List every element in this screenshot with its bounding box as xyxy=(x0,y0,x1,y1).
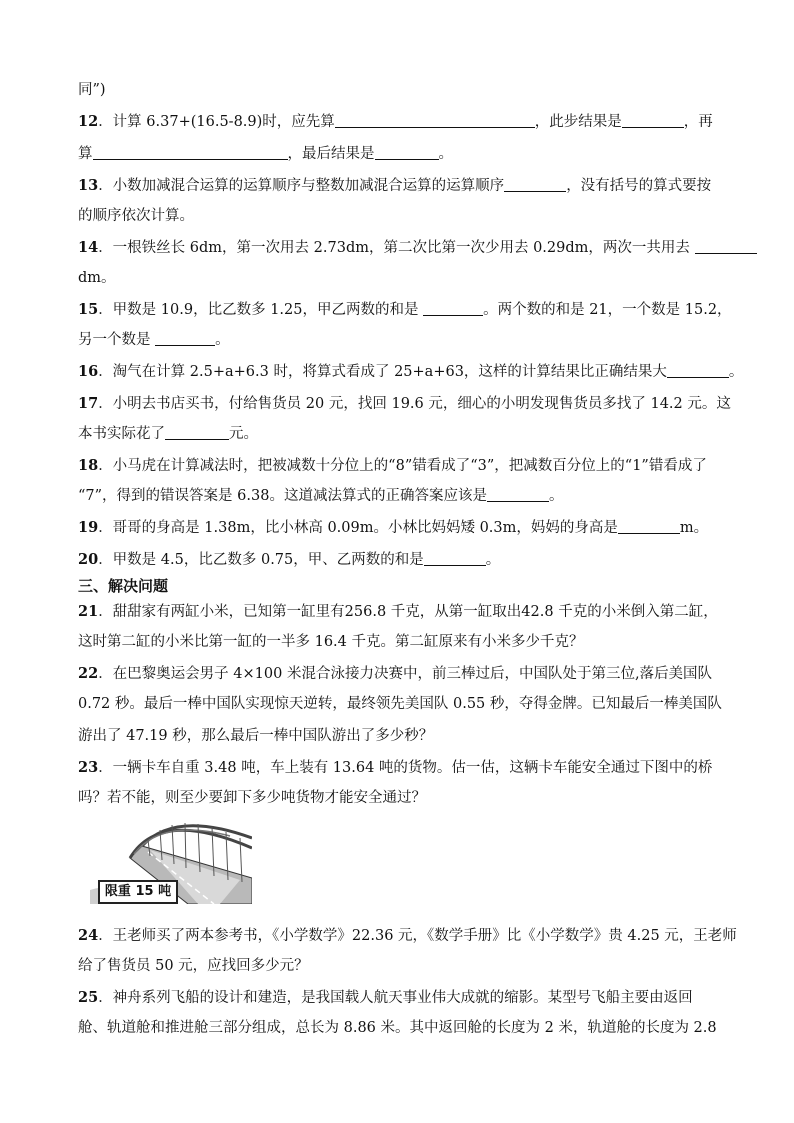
question-23: 23．一辆卡车自重 3.48 吨，车上装有 13.64 吨的货物。估一估，这辆卡车能安全通过下图中的桥 xyxy=(78,759,713,776)
question-23-cont: 吗？若不能，则至少要卸下多少吨货物才能安全通过？ xyxy=(78,790,426,806)
question-21-cont: 这时第二缸的小米比第一缸的一半多 16.4 千克。第二缸原来有小米多少千克？ xyxy=(78,634,584,650)
answer-blank[interactable] xyxy=(424,550,486,566)
answer-blank[interactable] xyxy=(335,112,535,128)
question-24: 24．王老师买了两本参考书，《小学数学》22.36 元，《数学手册》比《小学数学》贵 4.25 元，王老师 xyxy=(78,927,737,944)
question-14-cont: dm。 xyxy=(78,270,116,286)
question-15: 15．甲数是 10.9，比乙数多 1.25，甲乙两数的和是 。两个数的和是 21，一个数是 15.2， xyxy=(78,301,732,318)
question-15-cont: 另一个数是 。 xyxy=(78,332,230,348)
question-21: 21．甜甜家有两缸小米，已知第一缸里有256.8 千克，从第一缸取出42.8 千克的小米倒入第二缸， xyxy=(78,603,718,620)
question-16: 16．淘气在计算 2.5+a+6.3 时，将算式看成了 25+a+63，这样的计算结果比正确结果大 。 xyxy=(78,363,744,380)
question-13-cont: 的顺序依次计算。 xyxy=(78,208,194,224)
question-18-cont: “7”，得到的错误答案是 6.38。这道减法算式的正确答案应该是 。 xyxy=(78,488,564,504)
question-17-cont: 本书实际花了 元。 xyxy=(78,426,258,442)
question-22-cont: 0.72 秒。最后一棒中国队实现惊天逆转，最终领先美国队 0.55 秒，夺得金牌。已知最后一棒美国队 xyxy=(78,696,722,712)
question-22: 22．在巴黎奥运会男子 4×100 米混合泳接力决赛中，前三棒过后，中国队处于第三位,落后美国队 xyxy=(78,665,713,682)
section-heading: 三、解决问题 xyxy=(78,577,169,595)
answer-blank[interactable] xyxy=(667,362,729,378)
answer-blank[interactable] xyxy=(423,300,483,316)
answer-blank[interactable] xyxy=(165,424,229,440)
answer-blank[interactable] xyxy=(93,144,288,160)
answer-blank[interactable] xyxy=(504,176,566,192)
question-25-cont: 舱、轨道舱和推进舱三部分组成，总长为 8.86 米。其中返回舱的长度为 2 米，轨道舱的长度为 2.8 xyxy=(78,1020,717,1036)
answer-blank[interactable] xyxy=(155,330,215,346)
question-17: 17．小明去书店买书，付给售货员 20 元，找回 19.6 元，细心的小明发现售货员多找了 14.2 元。这 xyxy=(78,395,731,412)
question-12: 12．计算 6.37+(16.5-8.9)时，应先算 ，此步结果是 ，再 xyxy=(78,113,713,130)
line-continuation: 同”) xyxy=(78,82,106,98)
question-22-cont: 游出了 47.19 秒，那么最后一棒中国队游出了多少秒？ xyxy=(78,728,434,744)
answer-blank[interactable] xyxy=(375,144,439,160)
answer-blank[interactable] xyxy=(695,238,757,254)
question-12-cont: 算 ，最后结果是 。 xyxy=(78,146,453,162)
question-14: 14．一根铁丝长 6dm，第一次用去 2.73dm，第二次比第一次少用去 0.29dm，两次一共用去 xyxy=(78,238,728,258)
answer-blank[interactable] xyxy=(618,518,680,534)
question-19: 19．哥哥的身高是 1.38m，比小林高 0.09m。小林比妈妈矮 0.3m，妈妈的身高是 m。 xyxy=(78,519,709,536)
question-20: 20．甲数是 4.5，比乙数多 0.75，甲、乙两数的和是 。 xyxy=(78,551,501,568)
answer-blank[interactable] xyxy=(622,112,684,128)
question-18: 18．小马虎在计算减法时，把被减数十分位上的“8”错看成了“3”，把减数百分位上的“1”错看成了 xyxy=(78,457,707,474)
question-24-cont: 给了售货员 50 元，应找回多少元？ xyxy=(78,958,309,974)
question-25: 25．神舟系列飞船的设计和建造，是我国载人航天事业伟大成就的缩影。某型号飞船主要由返回 xyxy=(78,989,693,1006)
answer-blank[interactable] xyxy=(487,486,549,502)
weight-limit-sign: 限重 15 吨 xyxy=(98,880,178,904)
question-13: 13．小数加减混合运算的运算顺序与整数加减混合运算的运算顺序 ，没有括号的算式要按 xyxy=(78,177,712,194)
